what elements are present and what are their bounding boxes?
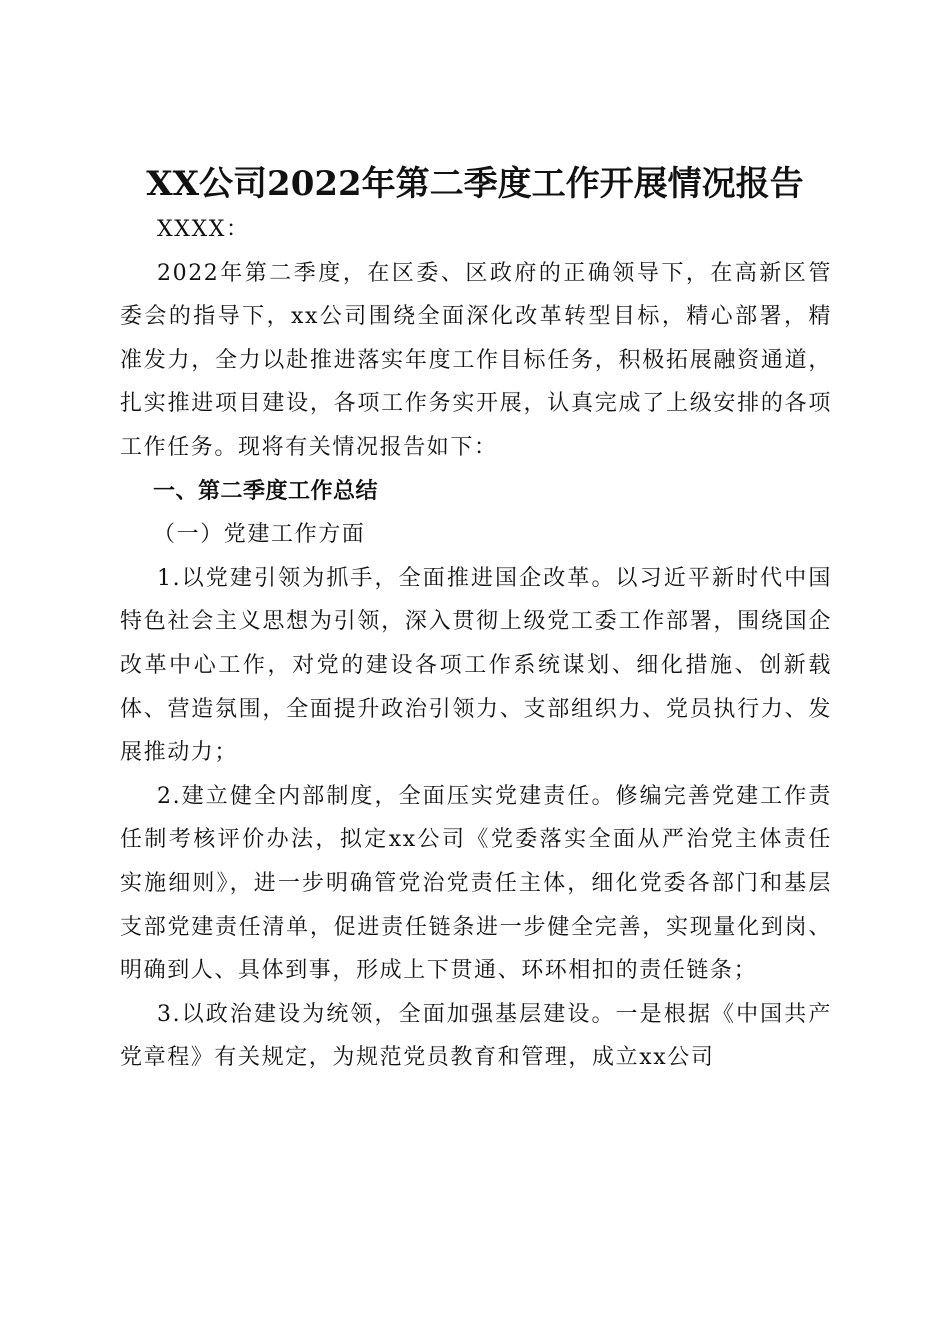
paragraph-item-2: 2.建立健全内部制度，全面压实党建责任。修编完善党建工作责任制考核评价办法，拟定xx公司《党委落实全面从严治党主体责任实施细则》，进一步明确管党治党责任主体，细化党委各部门和基层支部党建责任清单，促进责任链条进一步健全完善，实现量化到岗、明确到人、具体到事，形成上下贯通、环环相扣的责任链条； <box>120 783 832 984</box>
paragraph-item-1: 1.以党建引领为抓手，全面推进国企改革。以习近平新时代中国特色社会主义思想为引领，深入贯彻上级党工委工作部署，围绕国企改革中心工作，对党的建设各项工作系统谋划、细化措施、创新载体、营造氛围，全面提升政治引领力、支部组织力、党员执行力、发展推动力； <box>120 565 832 766</box>
salutation: XXXX： <box>157 217 250 242</box>
subsection-heading: （一）党建工作方面 <box>153 522 366 548</box>
document-body <box>120 208 832 1080</box>
section-heading: 一、第二季度工作总结 <box>153 478 379 504</box>
document-title: XX公司2022年第二季度工作开展情况报告 <box>146 163 804 204</box>
intro-paragraph: 2022年第二季度，在区委、区政府的正确领导下，在高新区管委会的指导下，xx公司围绕全面深化改革转型目标，精心部署，精准发力，全力以赴推进落实年度工作目标任务，积极拓展融资通道，扎实推进项目建设，各项工作务实开展，认真完成了上级安排的各项工作任务。现将有关情况报告如下： <box>120 260 832 460</box>
paragraph-item-3: 3.以政治建设为统领，全面加强基层建设。一是根据《中国共产党章程》有关规定，为规范党员教育和管理，成立xx公司 <box>120 1001 832 1071</box>
